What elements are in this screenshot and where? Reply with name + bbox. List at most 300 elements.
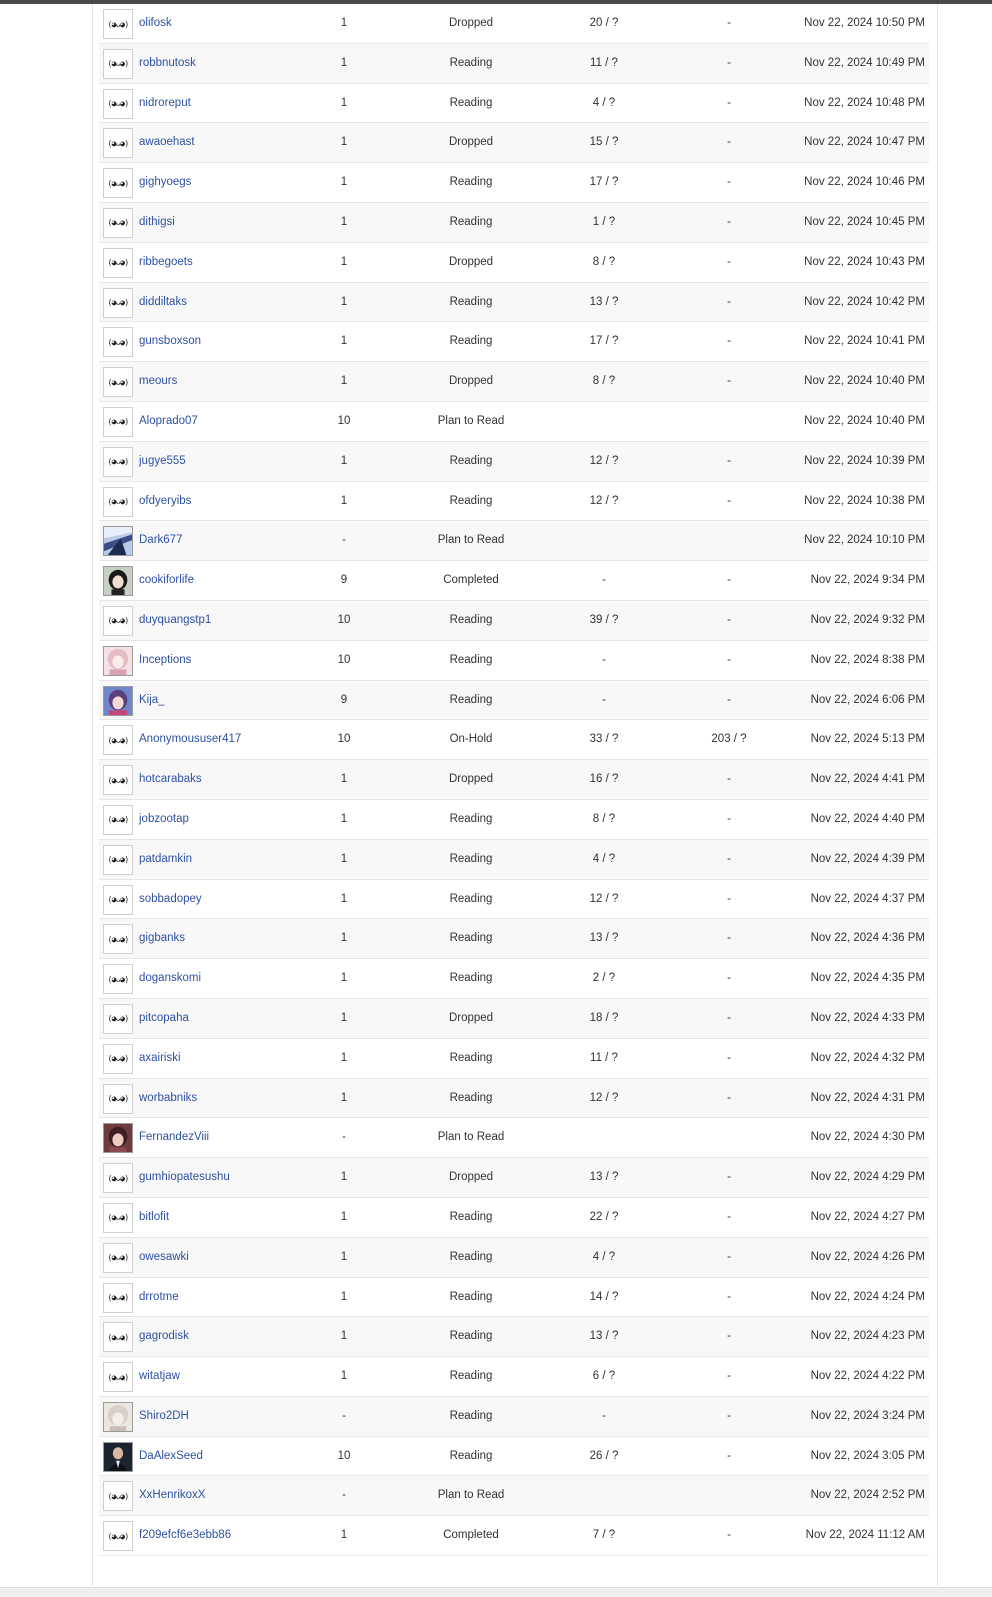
- status-cell: Reading: [449, 1210, 493, 1223]
- user-update-row: [99, 840, 929, 880]
- default-avatar-glyph: (◕ᴗ◕): [107, 974, 129, 984]
- score-cell: 1: [340, 1370, 348, 1383]
- default-avatar-glyph: (◕ᴗ◕): [107, 934, 129, 944]
- volumes-cell: -: [727, 773, 731, 786]
- default-avatar-glyph: (◕ᴗ◕): [107, 417, 129, 427]
- username-link[interactable]: gighyoegs: [139, 176, 192, 189]
- username-link[interactable]: gigbanks: [139, 932, 186, 945]
- default-avatar-glyph: (◕ᴗ◕): [107, 298, 129, 308]
- username-link[interactable]: gunsboxson: [139, 335, 202, 348]
- chapters-cell: 4 / ?: [592, 96, 616, 109]
- default-avatar-icon[interactable]: [103, 288, 133, 318]
- chapters-cell: 26 / ?: [589, 1449, 619, 1462]
- default-avatar-icon[interactable]: [103, 1322, 133, 1352]
- volumes-cell: -: [727, 1250, 731, 1263]
- date-cell: Nov 22, 2024 4:23 PM: [810, 1330, 925, 1343]
- volumes-cell: -: [727, 1529, 731, 1542]
- username-link[interactable]: cookiforlife: [139, 574, 194, 587]
- status-cell: Reading: [449, 1290, 493, 1303]
- score-cell: 1: [340, 56, 348, 69]
- volumes-cell: -: [727, 176, 731, 189]
- username-link[interactable]: gumhiopatesushu: [139, 1171, 230, 1184]
- username-link[interactable]: Aloprado07: [139, 414, 198, 427]
- default-avatar-glyph: (◕ᴗ◕): [107, 59, 129, 69]
- username-link[interactable]: witatjaw: [139, 1370, 180, 1383]
- date-cell: Nov 22, 2024 4:30 PM: [810, 1131, 925, 1144]
- default-avatar-icon[interactable]: [103, 845, 133, 875]
- status-cell: Completed: [443, 1529, 499, 1542]
- username-link[interactable]: nidroreput: [139, 96, 191, 109]
- chapters-cell: -: [602, 693, 606, 706]
- volumes-cell: -: [727, 932, 731, 945]
- status-cell: Reading: [449, 972, 493, 985]
- date-cell: Nov 22, 2024 10:43 PM: [804, 255, 925, 268]
- status-cell: Reading: [449, 1091, 493, 1104]
- user-update-row: [99, 999, 929, 1039]
- default-avatar-glyph: (◕ᴗ◕): [107, 99, 129, 109]
- date-cell: Nov 22, 2024 3:24 PM: [810, 1409, 925, 1422]
- date-cell: Nov 22, 2024 8:38 PM: [810, 653, 925, 666]
- score-cell: 10: [337, 1449, 351, 1462]
- username-link[interactable]: DaAlexSeed: [139, 1449, 203, 1462]
- score-cell: 9: [340, 574, 348, 587]
- score-cell: 1: [340, 215, 348, 228]
- volumes-cell: -: [727, 17, 731, 29]
- default-avatar-glyph: (◕ᴗ◕): [107, 377, 129, 387]
- username-link[interactable]: pitcopaha: [139, 1011, 189, 1024]
- score-cell: 10: [337, 613, 351, 626]
- status-cell: Reading: [449, 1409, 493, 1422]
- default-avatar-icon[interactable]: [103, 1004, 133, 1034]
- status-cell: Reading: [449, 56, 493, 69]
- default-avatar-icon[interactable]: [103, 367, 133, 397]
- date-cell: Nov 22, 2024 9:32 PM: [810, 613, 925, 626]
- default-avatar-glyph: (◕ᴗ◕): [107, 1491, 129, 1501]
- chapters-cell: 8 / ?: [592, 255, 616, 268]
- username-link[interactable]: Shiro2DH: [139, 1409, 189, 1422]
- default-avatar-icon[interactable]: [103, 964, 133, 994]
- user-update-row: [99, 959, 929, 999]
- date-cell: Nov 22, 2024 11:12 AM: [805, 1529, 925, 1542]
- username-link[interactable]: meours: [139, 375, 178, 388]
- chapters-cell: 12 / ?: [589, 892, 619, 905]
- status-cell: Dropped: [448, 1171, 494, 1184]
- user-update-row: [99, 163, 929, 203]
- chapters-cell: 6 / ?: [592, 1370, 616, 1383]
- user-update-row: [99, 1317, 929, 1357]
- volumes-cell: -: [727, 56, 731, 69]
- volumes-cell: -: [727, 295, 731, 308]
- default-avatar-icon[interactable]: [103, 327, 133, 357]
- user-update-row: [99, 1238, 929, 1278]
- volumes-cell: -: [727, 1171, 731, 1184]
- score-cell: 1: [340, 335, 348, 348]
- username-link[interactable]: olifosk: [139, 17, 172, 29]
- date-cell: Nov 22, 2024 10:40 PM: [804, 414, 925, 427]
- username-link[interactable]: ribbegoets: [139, 255, 193, 268]
- score-cell: -: [342, 1409, 346, 1422]
- status-cell: Reading: [449, 653, 493, 666]
- user-update-row: [99, 362, 929, 402]
- volumes-cell: -: [727, 1409, 731, 1422]
- score-cell: 10: [337, 414, 351, 427]
- status-cell: Reading: [449, 176, 493, 189]
- score-cell: 1: [340, 255, 348, 268]
- default-avatar-icon[interactable]: [103, 49, 133, 79]
- user-update-row: [99, 681, 929, 721]
- user-avatar[interactable]: [103, 566, 133, 596]
- default-avatar-glyph: (◕ᴗ◕): [107, 497, 129, 507]
- username-link[interactable]: XxHenrikoxX: [139, 1489, 206, 1502]
- volumes-cell: -: [727, 1290, 731, 1303]
- default-avatar-icon[interactable]: [103, 805, 133, 835]
- score-cell: 1: [340, 892, 348, 905]
- default-avatar-glyph: (◕ᴗ◕): [107, 815, 129, 825]
- date-cell: Nov 22, 2024 3:05 PM: [810, 1449, 925, 1462]
- volumes-cell: -: [727, 972, 731, 985]
- user-update-row: [99, 84, 929, 124]
- chapters-cell: 12 / ?: [589, 1091, 619, 1104]
- date-cell: Nov 22, 2024 4:33 PM: [810, 1011, 925, 1024]
- chapters-cell: 13 / ?: [589, 1171, 619, 1184]
- default-avatar-glyph: (◕ᴗ◕): [107, 616, 129, 626]
- username-link[interactable]: robbnutosk: [139, 56, 196, 69]
- default-avatar-icon[interactable]: [103, 487, 133, 517]
- date-cell: Nov 22, 2024 4:26 PM: [810, 1250, 925, 1263]
- username-link[interactable]: worbabniks: [139, 1091, 198, 1104]
- user-update-row: [99, 123, 929, 163]
- status-cell: Reading: [449, 454, 493, 467]
- chapters-cell: 12 / ?: [589, 494, 619, 507]
- default-avatar-icon[interactable]: [103, 447, 133, 477]
- date-cell: Nov 22, 2024 4:32 PM: [810, 1051, 925, 1064]
- date-cell: Nov 22, 2024 4:40 PM: [810, 812, 925, 825]
- chapters-cell: 4 / ?: [592, 852, 616, 865]
- status-cell: Dropped: [448, 136, 494, 149]
- volumes-cell: -: [727, 255, 731, 268]
- score-cell: -: [342, 1131, 346, 1144]
- default-avatar-icon[interactable]: [103, 1283, 133, 1313]
- username-link[interactable]: FernandezViii: [139, 1131, 210, 1144]
- status-cell: Reading: [449, 494, 493, 507]
- user-avatar[interactable]: [103, 1402, 133, 1432]
- chapters-cell: 15 / ?: [589, 136, 619, 149]
- default-avatar-icon[interactable]: [103, 407, 133, 437]
- user-update-row: [99, 1079, 929, 1119]
- score-cell: 1: [340, 972, 348, 985]
- score-cell: 1: [340, 773, 348, 786]
- default-avatar-icon[interactable]: [103, 1243, 133, 1273]
- username-link[interactable]: Anonymoususer417: [139, 733, 242, 746]
- user-update-row: [99, 1118, 929, 1158]
- username-link[interactable]: Inceptions: [139, 653, 192, 666]
- default-avatar-glyph: (◕ᴗ◕): [107, 775, 129, 785]
- username-link[interactable]: doganskomi: [139, 972, 202, 985]
- default-avatar-glyph: (◕ᴗ◕): [107, 1173, 129, 1183]
- user-update-row: [99, 482, 929, 522]
- score-cell: 1: [340, 1290, 348, 1303]
- chapters-cell: 20 / ?: [589, 17, 619, 29]
- volumes-cell: -: [727, 693, 731, 706]
- default-avatar-glyph: (◕ᴗ◕): [107, 1332, 129, 1342]
- username-link[interactable]: Dark677: [139, 534, 183, 547]
- default-avatar-glyph: (◕ᴗ◕): [107, 19, 129, 29]
- score-cell: 1: [340, 136, 348, 149]
- score-cell: 1: [340, 1330, 348, 1343]
- default-avatar-icon[interactable]: [103, 1521, 133, 1551]
- chapters-cell: 18 / ?: [589, 1011, 619, 1024]
- score-cell: 9: [340, 693, 348, 706]
- chapters-cell: 2 / ?: [592, 972, 616, 985]
- volumes-cell: -: [727, 1449, 731, 1462]
- default-avatar-icon[interactable]: [103, 725, 133, 755]
- chapters-cell: 12 / ?: [589, 454, 619, 467]
- chapters-cell: 1 / ?: [592, 215, 616, 228]
- username-link[interactable]: drrotme: [139, 1290, 179, 1303]
- default-avatar-glyph: (◕ᴗ◕): [107, 1372, 129, 1382]
- chapters-cell: -: [602, 574, 606, 587]
- date-cell: Nov 22, 2024 4:29 PM: [810, 1171, 925, 1184]
- date-cell: Nov 22, 2024 10:47 PM: [804, 136, 925, 149]
- user-update-row: [99, 1516, 929, 1556]
- default-avatar-glyph: (◕ᴗ◕): [107, 735, 129, 745]
- status-cell: Plan to Read: [437, 1489, 505, 1502]
- status-cell: Dropped: [448, 773, 494, 786]
- status-cell: Completed: [443, 574, 499, 587]
- user-avatar[interactable]: [103, 646, 133, 676]
- volumes-cell: -: [727, 1330, 731, 1343]
- default-avatar-icon[interactable]: [103, 128, 133, 158]
- volumes-cell: -: [727, 812, 731, 825]
- default-avatar-icon[interactable]: [103, 1044, 133, 1074]
- date-cell: Nov 22, 2024 4:37 PM: [810, 892, 925, 905]
- status-cell: Reading: [449, 1330, 493, 1343]
- username-link[interactable]: axairiski: [139, 1051, 181, 1064]
- user-update-row: [99, 283, 929, 323]
- chapters-cell: 13 / ?: [589, 295, 619, 308]
- score-cell: 1: [340, 494, 348, 507]
- user-update-row: [99, 800, 929, 840]
- chapters-cell: 4 / ?: [592, 1250, 616, 1263]
- user-updates-list: [99, 4, 929, 1556]
- username-link[interactable]: hotcarabaks: [139, 773, 202, 786]
- date-cell: Nov 22, 2024 4:39 PM: [810, 852, 925, 865]
- date-cell: Nov 22, 2024 10:39 PM: [804, 454, 925, 467]
- status-cell: Dropped: [448, 17, 494, 29]
- default-avatar-icon[interactable]: [103, 1084, 133, 1114]
- username-link[interactable]: patdamkin: [139, 852, 193, 865]
- default-avatar-icon[interactable]: [103, 9, 133, 39]
- chapters-cell: 13 / ?: [589, 1330, 619, 1343]
- default-avatar-glyph: (◕ᴗ◕): [107, 1213, 129, 1223]
- score-cell: 1: [340, 852, 348, 865]
- volumes-cell: -: [727, 613, 731, 626]
- score-cell: 1: [340, 96, 348, 109]
- volumes-cell: -: [727, 215, 731, 228]
- default-avatar-glyph: (◕ᴗ◕): [107, 1054, 129, 1064]
- username-link[interactable]: Kija_: [139, 693, 165, 706]
- volumes-cell: -: [727, 1011, 731, 1024]
- user-update-row: [99, 1039, 929, 1079]
- default-avatar-glyph: (◕ᴗ◕): [107, 1531, 129, 1541]
- default-avatar-glyph: (◕ᴗ◕): [107, 1293, 129, 1302]
- status-cell: Plan to Read: [437, 534, 505, 547]
- user-update-row: [99, 1476, 929, 1516]
- date-cell: Nov 22, 2024 4:22 PM: [810, 1370, 925, 1383]
- score-cell: 1: [340, 17, 348, 29]
- default-avatar-icon[interactable]: [103, 248, 133, 278]
- chapters-cell: 8 / ?: [592, 812, 616, 825]
- date-cell: Nov 22, 2024 10:50 PM: [804, 17, 925, 29]
- date-cell: Nov 22, 2024 4:35 PM: [810, 972, 925, 985]
- status-cell: Reading: [449, 295, 493, 308]
- date-cell: Nov 22, 2024 9:34 PM: [810, 574, 925, 587]
- user-update-row: [99, 1278, 929, 1318]
- date-cell: Nov 22, 2024 10:40 PM: [804, 375, 925, 388]
- date-cell: Nov 22, 2024 6:06 PM: [810, 693, 925, 706]
- default-avatar-icon[interactable]: [103, 606, 133, 636]
- chapters-cell: 13 / ?: [589, 932, 619, 945]
- default-avatar-icon[interactable]: [103, 1203, 133, 1233]
- username-link[interactable]: gagrodisk: [139, 1330, 189, 1343]
- volumes-cell: -: [727, 852, 731, 865]
- score-cell: 1: [340, 295, 348, 308]
- username-link[interactable]: jugye555: [139, 454, 186, 467]
- volumes-cell: -: [727, 136, 731, 149]
- volumes-cell: -: [727, 1051, 731, 1064]
- date-cell: Nov 22, 2024 4:36 PM: [810, 932, 925, 945]
- default-avatar-glyph: (◕ᴗ◕): [107, 218, 129, 228]
- volumes-cell: -: [727, 653, 731, 666]
- chapters-cell: -: [602, 653, 606, 666]
- chapters-cell: 22 / ?: [589, 1210, 619, 1223]
- volumes-cell: -: [727, 574, 731, 587]
- date-cell: Nov 22, 2024 10:10 PM: [804, 534, 925, 547]
- default-avatar-icon[interactable]: [103, 1362, 133, 1392]
- user-updates-panel: [92, 4, 938, 1586]
- default-avatar-icon[interactable]: [103, 208, 133, 238]
- date-cell: Nov 22, 2024 10:48 PM: [804, 96, 925, 109]
- status-cell: On-Hold: [449, 733, 493, 746]
- score-cell: -: [342, 534, 346, 547]
- default-avatar-icon[interactable]: [103, 1163, 133, 1193]
- default-avatar-glyph: (◕ᴗ◕): [107, 138, 129, 148]
- score-cell: 1: [340, 454, 348, 467]
- date-cell: Nov 22, 2024 10:45 PM: [804, 215, 925, 228]
- chapters-cell: 17 / ?: [589, 335, 619, 348]
- volumes-cell: -: [727, 96, 731, 109]
- status-cell: Reading: [449, 1370, 493, 1383]
- username-link[interactable]: owesawki: [139, 1250, 189, 1263]
- score-cell: 10: [337, 733, 351, 746]
- default-avatar-glyph: (◕ᴗ◕): [107, 855, 129, 865]
- default-avatar-icon[interactable]: [103, 1481, 133, 1511]
- default-avatar-icon[interactable]: [103, 924, 133, 954]
- date-cell: Nov 22, 2024 4:27 PM: [810, 1210, 925, 1223]
- status-cell: Reading: [449, 335, 493, 348]
- date-cell: Nov 22, 2024 4:41 PM: [810, 773, 925, 786]
- username-link[interactable]: bitlofit: [139, 1210, 170, 1223]
- default-avatar-icon[interactable]: [103, 765, 133, 795]
- score-cell: -: [342, 1489, 346, 1502]
- username-link[interactable]: f209efcf6e3ebb86: [139, 1529, 232, 1542]
- default-avatar-glyph: (◕ᴗ◕): [107, 337, 129, 347]
- user-avatar[interactable]: [103, 686, 133, 716]
- status-cell: Reading: [449, 613, 493, 626]
- status-cell: Dropped: [448, 1011, 494, 1024]
- username-link[interactable]: sobbadopey: [139, 892, 202, 905]
- volumes-cell: -: [727, 375, 731, 388]
- user-update-row: [99, 601, 929, 641]
- username-link[interactable]: jobzootap: [139, 812, 189, 825]
- username-link[interactable]: diddiltaks: [139, 295, 187, 308]
- volumes-cell: 203 / ?: [711, 733, 747, 746]
- username-link[interactable]: dithigsi: [139, 215, 175, 228]
- status-cell: Reading: [449, 812, 493, 825]
- volumes-cell: -: [727, 454, 731, 467]
- score-cell: 1: [340, 176, 348, 189]
- score-cell: 1: [340, 1171, 348, 1184]
- user-update-row: [99, 561, 929, 601]
- user-update-row: [99, 641, 929, 681]
- score-cell: 1: [340, 1011, 348, 1024]
- default-avatar-glyph: (◕ᴗ◕): [107, 1253, 129, 1263]
- chapters-cell: 8 / ?: [592, 375, 616, 388]
- user-avatar[interactable]: [103, 526, 133, 556]
- user-update-row: [99, 521, 929, 561]
- default-avatar-icon[interactable]: [103, 885, 133, 915]
- status-cell: Plan to Read: [437, 414, 505, 427]
- default-avatar-glyph: (◕ᴗ◕): [107, 895, 129, 905]
- score-cell: 1: [340, 1529, 348, 1542]
- chapters-cell: 16 / ?: [589, 773, 619, 786]
- default-avatar-icon[interactable]: [103, 89, 133, 119]
- username-link[interactable]: duyquangstp1: [139, 613, 212, 626]
- default-avatar-icon[interactable]: [103, 168, 133, 198]
- date-cell: Nov 22, 2024 10:41 PM: [804, 335, 925, 348]
- username-link[interactable]: ofdyeryibs: [139, 494, 192, 507]
- date-cell: Nov 22, 2024 5:13 PM: [810, 733, 925, 746]
- score-cell: 10: [337, 653, 351, 666]
- volumes-cell: -: [727, 335, 731, 348]
- user-update-row: [99, 760, 929, 800]
- date-cell: Nov 22, 2024 10:46 PM: [804, 176, 925, 189]
- score-cell: 1: [340, 812, 348, 825]
- score-cell: 1: [340, 1210, 348, 1223]
- volumes-cell: -: [727, 1210, 731, 1223]
- date-cell: Nov 22, 2024 10:49 PM: [804, 56, 925, 69]
- user-update-row: [99, 720, 929, 760]
- status-cell: Reading: [449, 892, 493, 905]
- user-update-row: [99, 203, 929, 243]
- status-cell: Reading: [449, 1250, 493, 1263]
- username-link[interactable]: awaoehast: [139, 136, 195, 149]
- user-avatar[interactable]: [103, 1442, 133, 1472]
- date-cell: Nov 22, 2024 2:52 PM: [810, 1489, 925, 1502]
- default-avatar-glyph: (◕ᴗ◕): [107, 1014, 129, 1024]
- user-update-row: [99, 880, 929, 920]
- chapters-cell: -: [602, 1409, 606, 1422]
- volumes-cell: -: [727, 494, 731, 507]
- date-cell: Nov 22, 2024 4:24 PM: [810, 1290, 925, 1303]
- default-avatar-glyph: (◕ᴗ◕): [107, 457, 129, 467]
- status-cell: Dropped: [448, 375, 494, 388]
- user-update-row: [99, 4, 929, 44]
- user-avatar[interactable]: [103, 1123, 133, 1153]
- user-update-row: [99, 1357, 929, 1397]
- status-cell: Reading: [449, 932, 493, 945]
- default-avatar-glyph: (◕ᴗ◕): [107, 1094, 129, 1104]
